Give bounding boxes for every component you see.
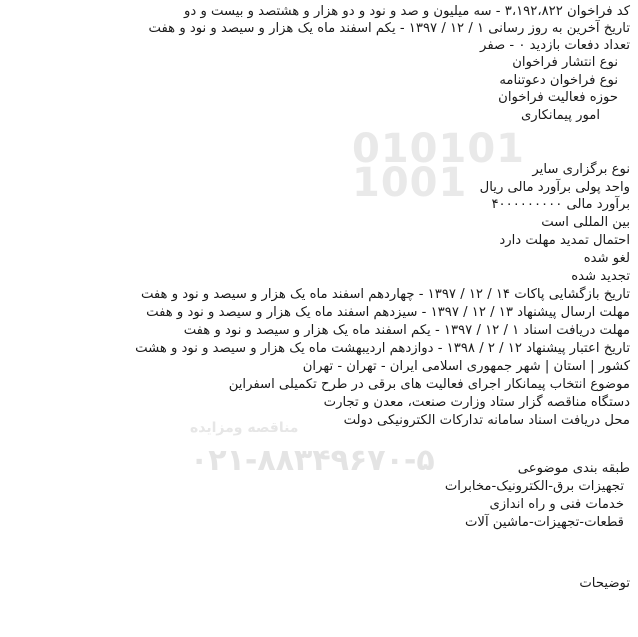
currency: واحد پولی برآورد مالی ریال [479, 180, 630, 195]
opening-date: تاریخ بازگشایی پاکات ۱۴ / ۱۲ / ۱۳۹۷ - چهاردهم اسفند ماه یک هزار و سیصد و نود و هفت [140, 287, 630, 302]
submit-deadline: مهلت ارسال پیشنهاد ۱۳ / ۱۲ / ۱۳۹۷ - سیزدهم اسفند ماه یک هزار و سیصد و نود و هفت [146, 305, 630, 320]
renewed: تجدید شده [571, 269, 630, 284]
activity-area-label: حوزه فعالیت فراخوان [498, 90, 618, 105]
category-item: خدمات فنی و راه اندازی [489, 497, 624, 512]
validity-date: تاریخ اعتبار پیشنهاد ۱۲ / ۲ / ۱۳۹۸ - دوازدهم اردیبهشت ماه یک هزار و سیصد و نود و هشت [135, 341, 630, 356]
watermark-binary-2: 1001 [352, 160, 468, 206]
subject: موضوع انتخاب پیمانکار اجرای فعالیت های برقی در طرح تکمیلی اسفراین [228, 377, 630, 392]
watermark-text: مناقصه ومزایده [190, 420, 299, 436]
notes-label: توضیحات [579, 576, 630, 591]
organizer: دستگاه مناقصه گزار ستاد وزارت صنعت، معدن و تجارت [323, 395, 630, 410]
watermark-phone: ۰۲۱-۸۸۳۴۹۶۷۰-۵ [190, 443, 435, 478]
docs-deadline: مهلت دریافت اسناد ۱ / ۱۲ / ۱۳۹۷ - یکم اسفند ماه یک هزار و سیصد و نود و هفت [183, 323, 630, 338]
last-update: تاریخ آخرین به روز رسانی ۱ / ۱۲ / ۱۳۹۷ - یکم اسفند ماه یک هزار و سیصد و نود و هفت [148, 21, 630, 36]
category-item: تجهیزات برق-الکترونیک-مخابرات [444, 479, 624, 494]
visit-count: تعداد دفعات بازدید ۰ - صفر [480, 38, 630, 53]
location: کشور | استان | شهر جمهوری اسلامی ایران - تهران - تهران [302, 359, 630, 374]
call-type: نوع فراخوان دعوتنامه [499, 73, 618, 88]
watermark-binary-1: 010101 [352, 126, 525, 172]
extension: احتمال تمدید مهلت دارد [499, 233, 630, 248]
call-code: کد فراخوان ۳،۱۹۲،۸۲۲ - سه میلیون و صد و نود و دو هزار و هشتصد و بیست و دو [184, 4, 630, 19]
category-label: طبقه بندی موضوعی [517, 461, 630, 476]
holding-type: نوع برگزاری سایر [532, 162, 630, 177]
docs-place: محل دریافت اسناد سامانه تدارکات الکترونیکی دولت [343, 413, 630, 428]
international: بین المللی است [541, 215, 630, 230]
publish-type: نوع انتشار فراخوان [512, 55, 618, 70]
estimate: برآورد مالی ۴۰۰۰۰۰۰۰۰۰ [491, 197, 630, 212]
category-item: قطعات-تجهیزات-ماشین آلات [465, 515, 624, 530]
cancelled: لغو شده [583, 251, 630, 266]
activity-area-value: امور پیمانکاری [520, 108, 600, 123]
